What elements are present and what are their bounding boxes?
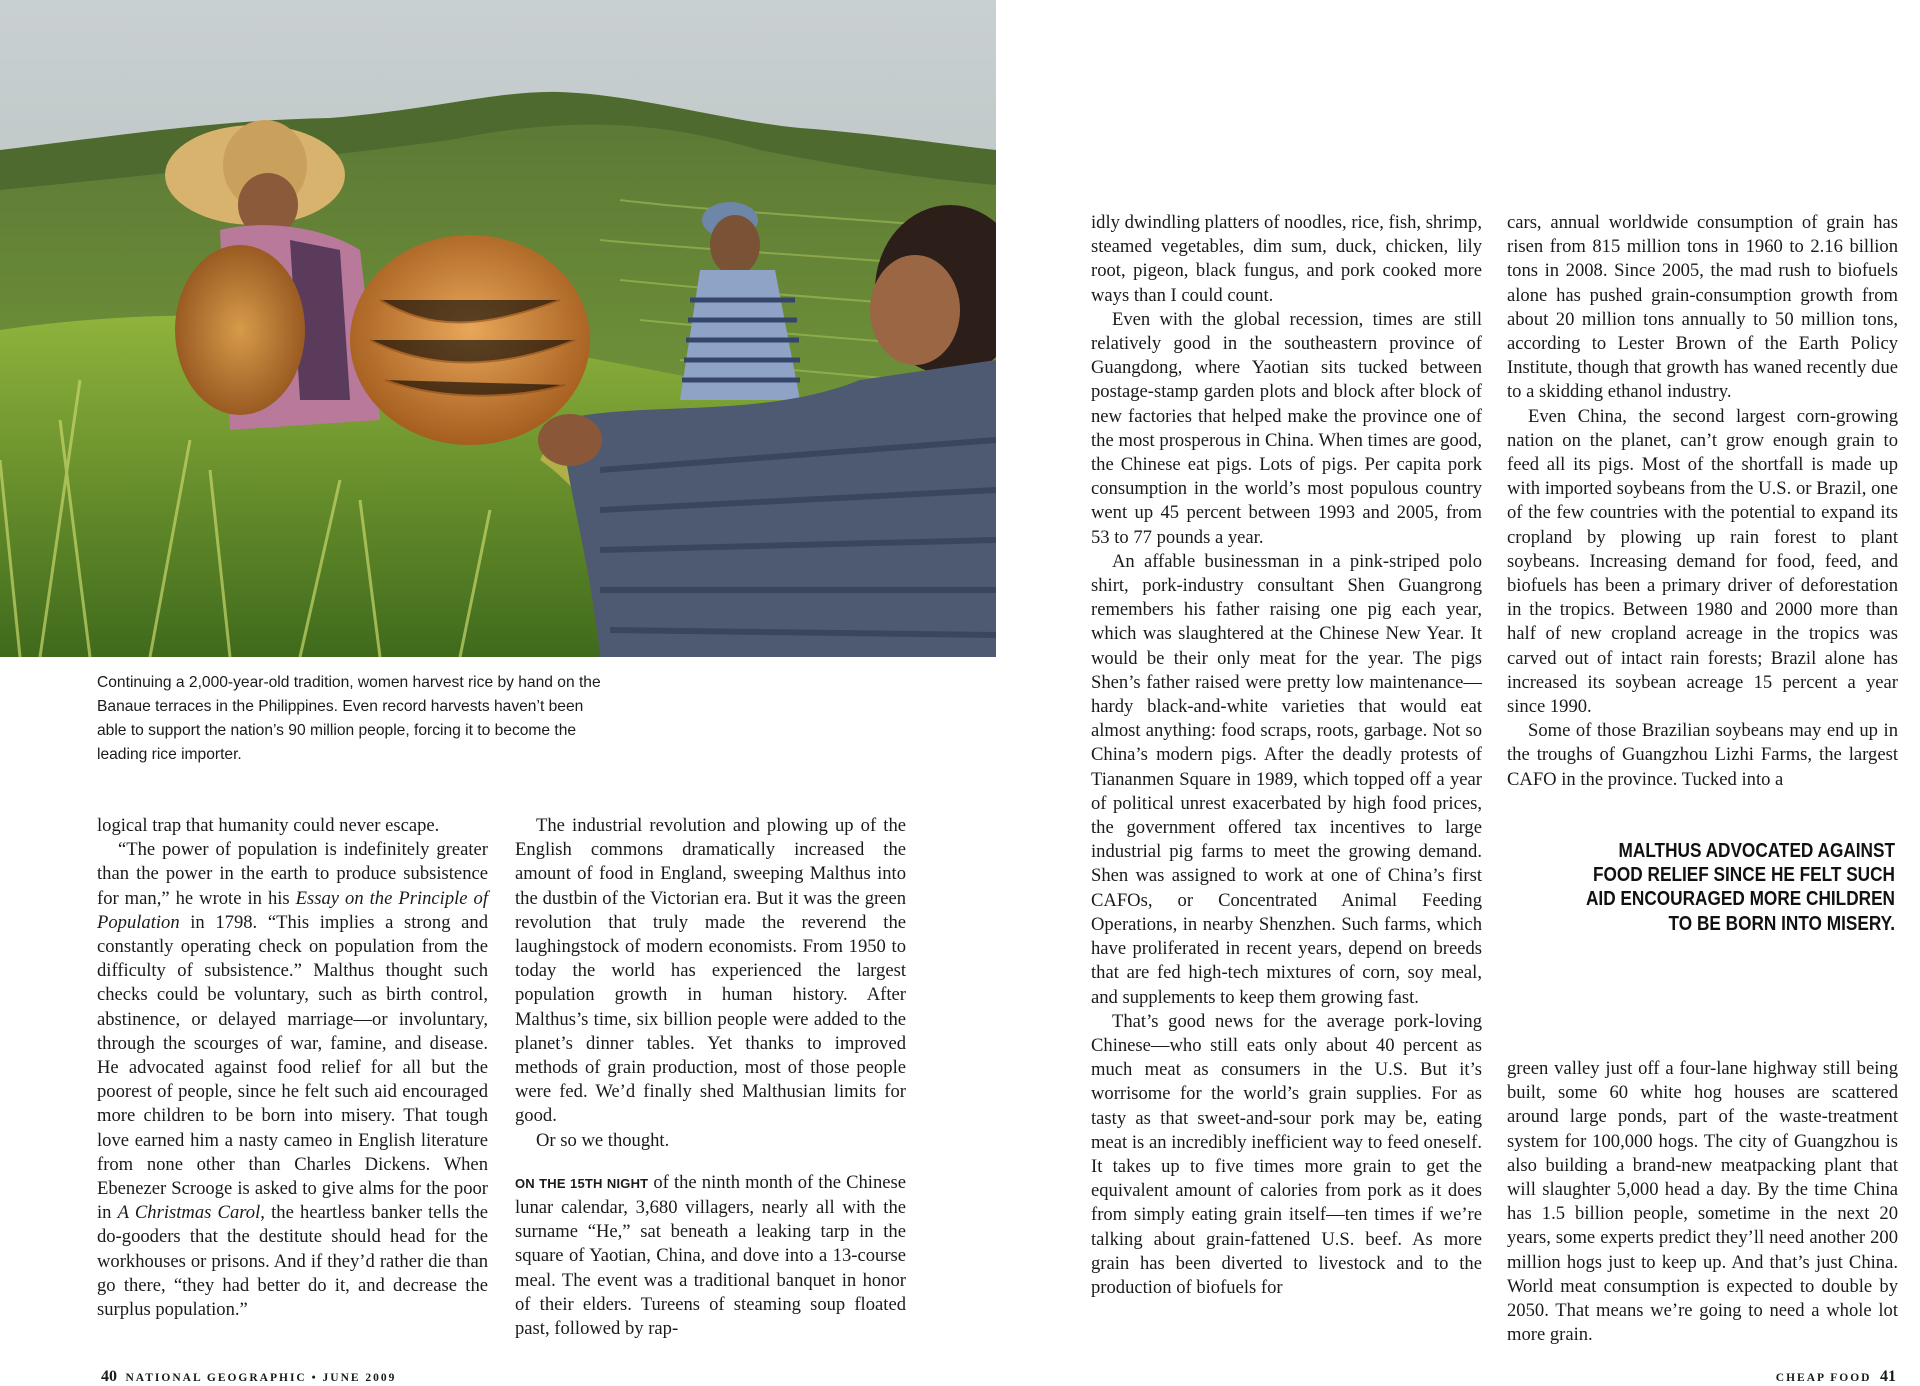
section-name: CHEAP FOOD bbox=[1775, 1372, 1872, 1384]
photo-caption: Continuing a 2,000-year-old tradition, women harvest rice by hand on the Banaue terraces in the Philippines. Even record harvests haven’t been able to support the nation’s 90 million people, forcing it to become the leading rice importer. bbox=[97, 674, 601, 763]
paragraph: “The power of population is indefinitely greater than the power in the earth to produce subsistence for man,” he wrote in his Essay on the Principle of Population in 1798. “This implies a strong and constantly operating check on population from the difficulty of subsistence.” Malthus thought such checks could be voluntary, such as birth control, abstinence, or delayed marriage—or involuntary, through the scourges of war, famine, and disease. He advocated against food relief for all but the poorest of people, since he felt such aid encouraged more children to be born into misery. That tough love earned him a nasty cameo in English literature from none other than Charles Dickens. When Ebenezer Scrooge is asked to give alms for the poor in A Christmas Carol, the heartless banker tells the do-gooders that the destitute should head for the workhouses or prisons. And if they’d rather die than go there, “they had better do it, and decrease the surplus population.” bbox=[97, 839, 488, 1321]
paragraph: Or so we thought. bbox=[536, 1129, 670, 1151]
folio-right bbox=[1776, 1368, 1900, 1386]
book-title: A Christmas Carol bbox=[117, 1202, 261, 1224]
article-column-4-bottom bbox=[1507, 1057, 1898, 1347]
folio-left bbox=[97, 1368, 396, 1386]
paragraph: ON THE 15TH NIGHT of the ninth month of the Chinese lunar calendar, 3,680 villagers, nearly all with the surname “He,” sat beneath a leaking tarp in the square of Yaotian, China, and dove into a 13-course meal. The event was a traditional banquet in honor of their elders. Tureens of steaming soup floated past, followed by rap- bbox=[515, 1171, 906, 1340]
paragraph: Even China, the second largest corn-growing nation on the planet, can’t grow enough grain to feed all its pigs. Most of the shortfall is made up with imported soybeans from the U.S. or Brazil, one of the few countries with the potential to expand its cropland by plowing up rain forest to plant soybeans. Increasing demand for food, feed, and biofuels has been a primary driver of deforestation in the tropics. Between 1980 and 2000 more than half of new cropland acreage in the tropics was carved out of intact rain forests; Brazil alone has increased its soybean acreage 15 percent a year since 1990. bbox=[1507, 405, 1898, 718]
paragraph: An affable businessman in a pink-striped polo shirt, pork-industry consultant Shen Guangrong remembers his father raising one pig each year, which was slaughtered at the Chinese New Year. It would be their only meat for the year. The pigs Shen’s father raised were pretty low maintenance—hardy black-and-white varieties that would eat almost anything: food scraps, roots, garbage. Not so China’s modern pigs. After the deadly protests of Tiananmen Square in 1989, which topped off a year of political unrest exacerbated by high food prices, the government offered tax incentives to large industrial pig farms to meet the growing demand. Shen was assigned to work at one of China’s first CAFOs, or Concentrated Animal Feeding Operations, in nearby Shenzhen. Such farms, which have proliferated in recent years, depend on breeds that are fed high-tech mixtures of corn, soy meal, and supplements to keep them growing fast. bbox=[1091, 550, 1482, 1008]
pull-quote: MALTHUS ADVOCATED AGAINST FOOD RELIEF SINCE HE FELT SUCH AID ENCOURAGED MORE CHILDREN TO BE BORN INTO MISERY. bbox=[1585, 839, 1895, 935]
paragraph: The industrial revolution and plowing up of the English commons dramatically increased the amount of food in England, sweeping Malthus into the dustbin of the Victorian era. But it was the green revolution that truly made the reverend the laughingstock of modern economists. From 1950 to today the world has experienced the largest population growth in human history. After Malthus’s time, six billion people were added to the planet’s dinner tables. Yet thanks to improved methods of grain production, most of those people were fed. We’d finally shed Malthusian limits for good. bbox=[515, 815, 906, 1127]
paragraph: idly dwindling platters of noodles, rice, fish, shrimp, steamed vegetables, dim sum, duck, chicken, lily root, pigeon, black fungus, and pork cooked more ways than I could count. bbox=[1091, 212, 1482, 306]
paragraph: Some of those Brazilian soybeans may end up in the troughs of Guangzhou Lizhi Farms, the largest CAFO in the province. Tucked into a bbox=[1507, 720, 1898, 790]
page-number: 41 bbox=[1880, 1368, 1896, 1385]
section-lead-in: ON THE 15TH NIGHT bbox=[515, 1175, 649, 1191]
book-title: Essay on the Principle of Population bbox=[97, 887, 488, 933]
paragraph: logical trap that humanity could never escape. bbox=[97, 815, 440, 836]
article-column-1 bbox=[97, 814, 488, 1322]
paragraph: Even with the global recession, times are still relatively good in the southeastern province of Guangdong, where Yaotian sits tucked between postage-stamp garden plots and block after block of new factories that helped make the province one of the most prosperous in China. When times are good, the Chinese eat pigs. Lots of pigs. Per capita pork consumption in the world’s most populous country went up 45 percent between 1993 and 2005, from 53 to 77 pounds a year. bbox=[1091, 308, 1482, 548]
article-column-2 bbox=[515, 814, 906, 1341]
article-column-3 bbox=[1091, 211, 1482, 1300]
article-column-4-top bbox=[1507, 211, 1898, 792]
page-number: 40 bbox=[101, 1368, 117, 1385]
paragraph: cars, annual worldwide consumption of grain has risen from 815 million tons in 1960 to 2.16 billion tons in 2008. Since 2005, the mad rush to biofuels alone has pushed grain-consumption growth from about 20 million tons annually to 50 million tons, according to Lester Brown of the Earth Policy Institute, though that growth has waned recently due to a skidding ethanol industry. bbox=[1507, 212, 1898, 403]
paragraph: That’s good news for the average pork-loving Chinese—who still eats only about 40 percent as much meat as consumers in the U.S. But it’s worrisome for the world’s grain supplies. For as tasty as that sweet-and-sour pork may be, eating meat is an incredibly inefficient way to feed oneself. It takes up to five times more grain to get the equivalent amount of calories from pork as it does from simply eating grain itself—ten times if we’re talking about grain-fattened U.S. beef. As more grain has been diverted to livestock and to the production of biofuels for bbox=[1091, 1010, 1482, 1298]
publication-name: NATIONAL GEOGRAPHIC • JUNE 2009 bbox=[125, 1372, 397, 1384]
paragraph: green valley just off a four-lane highway still being built, some 60 white hog houses are scattered around large ponds, part of the waste-treatment system for 100,000 hogs. The city of Guangzhou is also building a brand-new meatpacking plant that will slaughter 5,000 head a day. By the time China has 1.5 billion people, sometime in the next 20 years, some experts predict they’ll need another 200 million hogs just to keep up. And that’s just China. World meat consumption is expected to double by 2050. That means we’re going to need a whole lot more grain. bbox=[1507, 1058, 1898, 1346]
rice-harvest-photo bbox=[0, 0, 996, 657]
